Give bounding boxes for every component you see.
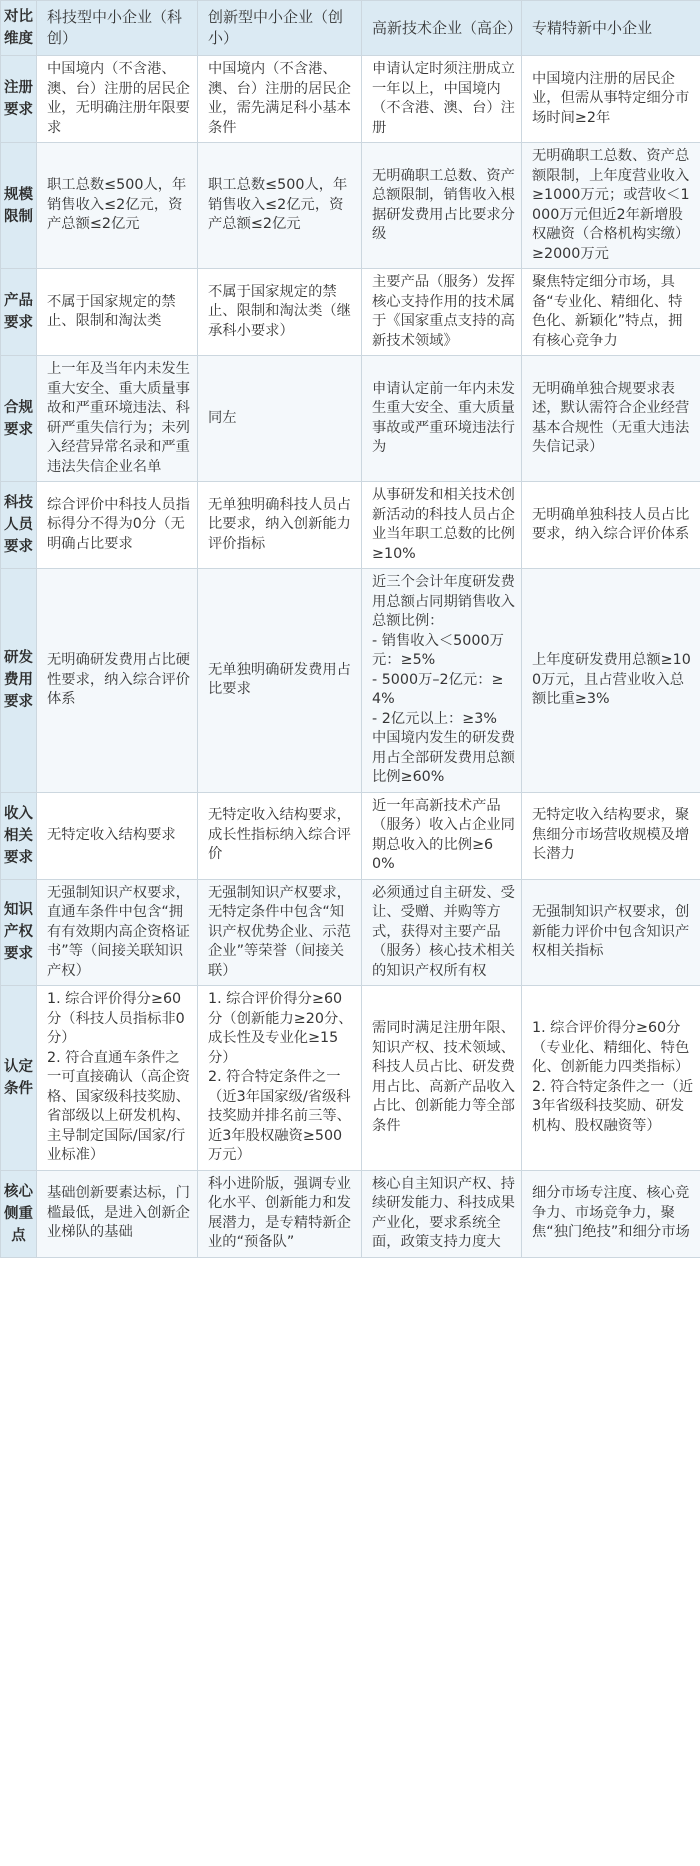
table-cell: 上一年及当年内未发生重大安全、重大质量事故和严重环境违法、科研严重失信行为；未列入经营异常名录和严重违法失信企业名单 bbox=[37, 356, 198, 482]
table-row bbox=[1, 356, 700, 482]
row-dimension: 规模限制 bbox=[1, 143, 37, 269]
table-cell: 近一年高新技术产品（服务）收入占企业同期总收入的比例≥60% bbox=[362, 792, 522, 879]
table-header bbox=[1, 1, 700, 56]
table-row bbox=[1, 482, 700, 569]
table-cell: 无明确职工总数、资产总额限制，上年度营业收入≥1000万元；或营收＜1000万元但近2年新增股权融资（合格机构实缴）≥2000万元 bbox=[522, 143, 700, 269]
table-cell: 细分市场专注度、核心竞争力、市场竞争力，聚焦“独门绝技”和细分市场 bbox=[522, 1170, 700, 1257]
table-cell: 需同时满足注册年限、知识产权、技术领域、科技人员占比、研发费用占比、高新产品收入占比、创新能力等全部条件 bbox=[362, 986, 522, 1171]
column-header-chuangxiao: 创新型中小企业（创小） bbox=[198, 1, 362, 56]
table-row bbox=[1, 1170, 700, 1257]
table-cell: 从事研发和相关技术创新活动的科技人员占企业当年职工总数的比例≥10% bbox=[362, 482, 522, 569]
row-dimension: 注册要求 bbox=[1, 56, 37, 143]
table-cell: 职工总数≤500人，年销售收入≤2亿元，资产总额≤2亿元 bbox=[37, 143, 198, 269]
table-row bbox=[1, 986, 700, 1171]
row-dimension: 收入相关要求 bbox=[1, 792, 37, 879]
table-cell: 无明确单独合规要求表述，默认需符合企业经营基本合规性（无重大违法失信记录） bbox=[522, 356, 700, 482]
table-cell: 基础创新要素达标，门槛最低，是进入创新企业梯队的基础 bbox=[37, 1170, 198, 1257]
row-dimension: 知识产权要求 bbox=[1, 879, 37, 986]
table-cell: 1. 综合评价得分≥60分（科技人员指标非0分） 2. 符合直通车条件之一可直接确认（高企资格、国家级科技奖励、省部级以上研发机构、主导制定国际/国家/行业标准） bbox=[37, 986, 198, 1171]
table-cell: 中国境内（不含港、澳、台）注册的居民企业，无明确注册年限要求 bbox=[37, 56, 198, 143]
table-cell: 无强制知识产权要求，创新能力评价中包含知识产权相关指标 bbox=[522, 879, 700, 986]
table-cell: 申请认定前一年内未发生重大安全、重大质量事故或严重环境违法行为 bbox=[362, 356, 522, 482]
table-row bbox=[1, 143, 700, 269]
table-cell: 科小进阶版，强调专业化水平、创新能力和发展潜力，是专精特新企业的“预备队” bbox=[198, 1170, 362, 1257]
column-header-gaoqi: 高新技术企业（高企） bbox=[362, 1, 522, 56]
header-row bbox=[1, 1, 700, 56]
table-cell: 不属于国家规定的禁止、限制和淘汰类（继承科小要求） bbox=[198, 269, 362, 356]
row-dimension: 认定条件 bbox=[1, 986, 37, 1171]
table-cell: 无强制知识产权要求，无特定条件中包含“知识产权优势企业、示范企业”等荣誉（间接关联） bbox=[198, 879, 362, 986]
table-cell: 聚焦特定细分市场，具备“专业化、精细化、特色化、新颖化”特点，拥有核心竞争力 bbox=[522, 269, 700, 356]
row-dimension: 合规要求 bbox=[1, 356, 37, 482]
table-cell: 无单独明确科技人员占比要求，纳入创新能力评价指标 bbox=[198, 482, 362, 569]
table-cell: 近三个会计年度研发费用总额占同期销售收入总额比例： - 销售收入＜5000万元：≥5% - 5000万–2亿元：≥4% - 2亿元以上：≥3% 中国境内发生的研发费用占全部研发费用总额比例≥60% bbox=[362, 569, 522, 793]
row-dimension: 产品要求 bbox=[1, 269, 37, 356]
table-cell: 不属于国家规定的禁止、限制和淘汰类 bbox=[37, 269, 198, 356]
table-cell: 无明确职工总数、资产总额限制，销售收入根据研发费用占比要求分级 bbox=[362, 143, 522, 269]
table-cell: 无明确单独科技人员占比要求，纳入综合评价体系 bbox=[522, 482, 700, 569]
table-row bbox=[1, 569, 700, 793]
table-cell: 同左 bbox=[198, 356, 362, 482]
table-cell: 必须通过自主研发、受让、受赠、并购等方式，获得对主要产品（服务）核心技术相关的知识产权所有权 bbox=[362, 879, 522, 986]
row-dimension: 科技人员要求 bbox=[1, 482, 37, 569]
table-cell: 无特定收入结构要求，聚焦细分市场营收规模及增长潜力 bbox=[522, 792, 700, 879]
row-dimension: 核心侧重点 bbox=[1, 1170, 37, 1257]
table-cell: 无特定收入结构要求 bbox=[37, 792, 198, 879]
table-cell: 综合评价中科技人员指标得分不得为0分（无明确占比要求 bbox=[37, 482, 198, 569]
table-row bbox=[1, 56, 700, 143]
table-cell: 无明确研发费用占比硬性要求，纳入综合评价体系 bbox=[37, 569, 198, 793]
column-header-zhuanjingtexin: 专精特新中小企业 bbox=[522, 1, 700, 56]
table-cell: 主要产品（服务）发挥核心支持作用的技术属于《国家重点支持的高新技术领域》 bbox=[362, 269, 522, 356]
table-row bbox=[1, 269, 700, 356]
table-cell: 1. 综合评价得分≥60分（创新能力≥20分、成长性及专业化≥15分） 2. 符合特定条件之一（近3年国家级/省级科技奖励并排名前三等、近3年股权融资≥500万元） bbox=[198, 986, 362, 1171]
table-cell: 无特定收入结构要求，成长性指标纳入综合评价 bbox=[198, 792, 362, 879]
table-row bbox=[1, 879, 700, 986]
table-cell: 1. 综合评价得分≥60分（专业化、精细化、特色化、创新能力四类指标） 2. 符合特定条件之一（近3年省级科技奖励、研发机构、股权融资等） bbox=[522, 986, 700, 1171]
row-dimension: 研发费用要求 bbox=[1, 569, 37, 793]
table-cell: 中国境内注册的居民企业，但需从事特定细分市场时间≥2年 bbox=[522, 56, 700, 143]
table-cell: 申请认定时须注册成立一年以上，中国境内（不含港、澳、台）注册 bbox=[362, 56, 522, 143]
table-cell: 中国境内（不含港、澳、台）注册的居民企业，需先满足科小基本条件 bbox=[198, 56, 362, 143]
table-cell: 核心自主知识产权、持续研发能力、科技成果产业化，要求系统全面，政策支持力度大 bbox=[362, 1170, 522, 1257]
column-header-kechuang: 科技型中小企业（科创） bbox=[37, 1, 198, 56]
table-cell: 无单独明确研发费用占比要求 bbox=[198, 569, 362, 793]
table-row bbox=[1, 792, 700, 879]
table-cell: 上年度研发费用总额≥100万元，且占营业收入总额比重≥3% bbox=[522, 569, 700, 793]
table-cell: 无强制知识产权要求，直通车条件中包含“拥有有效期内高企资格证书”等（间接关联知识产权） bbox=[37, 879, 198, 986]
table-body bbox=[1, 56, 700, 1258]
table-cell: 职工总数≤500人，年销售收入≤2亿元，资产总额≤2亿元 bbox=[198, 143, 362, 269]
header-corner: 对比维度 bbox=[1, 1, 37, 56]
